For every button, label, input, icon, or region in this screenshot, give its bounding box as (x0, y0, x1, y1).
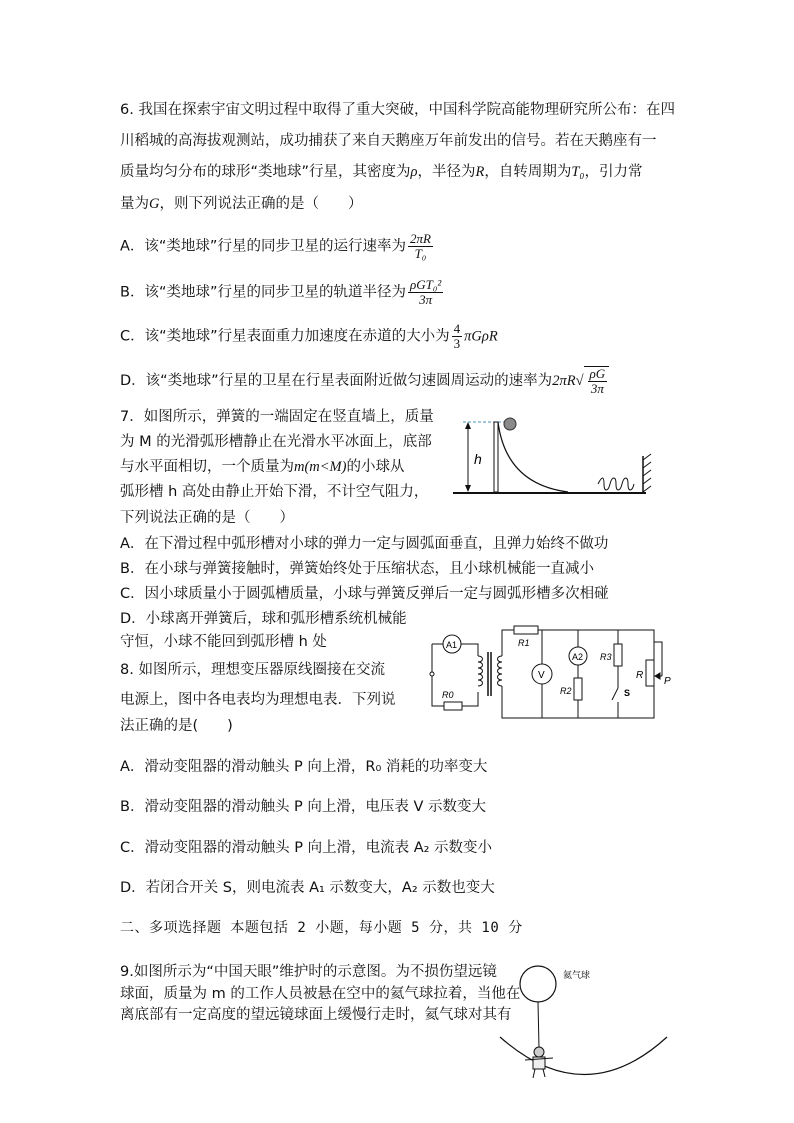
q7-option-b: B．在小球与弹簧接触时，弹簧始终处于压缩状态，且小球机械能一直减小 (120, 561, 594, 577)
q6-option-d (120, 366, 609, 396)
label-r2: R2 (560, 686, 572, 696)
fraction (588, 367, 608, 396)
q6-text: ，自转周期为 (484, 164, 572, 180)
arrow-down-icon (465, 485, 471, 492)
fraction-numerator: 4 (453, 321, 461, 336)
balloon-label: 氦气球 (563, 970, 591, 980)
tether-rope (538, 1002, 539, 1048)
q7-option-d-line-2: 守恒，小球不能回到弧形槽 h 处 (120, 634, 327, 650)
q6-text: ，引力常 (584, 164, 643, 180)
q6-line-4 (120, 194, 362, 214)
q6-option-a (120, 232, 435, 261)
q9-line-2: 球面，质量为 m 的工作人员被悬在空中的氦气球拉着，当他在 (120, 986, 521, 1002)
primary-coil (478, 656, 483, 686)
option-text: B．该“类地球”行星的同步卫星的轨道半径为 (120, 284, 406, 301)
q8-circuit-figure (422, 622, 674, 722)
resistor-r2 (574, 678, 582, 700)
q8-option-d: D．若闭合开关 S，则电流表 A₁ 示数变大，A₂ 示数也变大 (120, 880, 495, 896)
fraction-numerator: 2πR (409, 231, 431, 246)
q8-option-b: B．滑动变阻器的滑动触头 P 向上滑，电压表 V 示数变大 (120, 799, 487, 815)
q8-option-a: A．滑动变阻器的滑动触头 P 向上滑，R₀ 消耗的功率变大 (120, 759, 488, 775)
q7-option-c: C．因小球质量小于圆弧槽质量，小球与弹簧反弹后一定与圆弧形槽多次相碰 (120, 586, 609, 602)
q6-text: 量为 (120, 196, 149, 212)
square-root: √ $\frac{\rho G}{3\pi}$ (576, 366, 610, 396)
resistor-r1 (514, 626, 538, 634)
label-v: V (538, 670, 545, 681)
q7-line-5: 下列说法正确的是（ ） (120, 510, 294, 526)
q9-figure (495, 962, 675, 1092)
q8-line-2: 电源上，图中各电表均为理想电表．下列说 (120, 692, 396, 708)
fraction-numerator: ρGT₀² (409, 277, 442, 292)
q8-option-c: C．滑动变阻器的滑动触头 P 向上滑，电流表 A₂ 示数变小 (120, 840, 493, 856)
q7-text: 的小球从 (346, 459, 405, 475)
label-a1: A1 (446, 640, 458, 650)
option-text: C．该“类地球”行星表面重力加速度在赤道的大小为 (120, 328, 450, 345)
fraction-numerator: ρG (589, 366, 606, 382)
q7-line-1: 7．如图所示，弹簧的一端固定在竖直墙上，质量 (120, 409, 434, 425)
rheostat-r (646, 660, 654, 686)
q6-option-b (120, 278, 445, 307)
label-r: R (636, 670, 644, 681)
q7-line-2: 为 M 的光滑弧形槽静止在光滑水平冰面上，底部 (120, 434, 432, 450)
mass-expression: m(m<M) (294, 459, 347, 475)
arrow-up-icon (465, 422, 471, 429)
label-r0: R0 (442, 690, 454, 700)
q7-text: 与水平面相切，一个质量为 (120, 459, 294, 475)
arc-groove (498, 422, 568, 492)
q6-line-1: 6. 我国在探索宇宙文明过程中取得了重大突破，中国科学院高能物理研究所公布：在四 (120, 102, 675, 118)
q6-text: ，半径为 (417, 164, 476, 180)
balloon (520, 966, 556, 1002)
section-heading: 二、多项选择题 本题包括 2 小题，每小题 5 分，共 10 分 (120, 920, 523, 936)
q8-line-1: 8. 如图所示，理想变压器原线圈接在交流 (120, 662, 385, 678)
fraction-denominator: T₀ (414, 246, 427, 261)
q7-option-d-line-1: D．小球离开弹簧后，球和弧形槽系统机械能 (120, 611, 407, 627)
q6-line-2: 川稻城的高海拔观测站，成功捕获了来自天鹅座万年前发出的信号。若在天鹅座有一 (120, 133, 657, 149)
fraction (408, 232, 433, 261)
label-r3: R3 (600, 652, 612, 662)
slider-p-arrow (655, 673, 660, 679)
secondary-coil (498, 656, 503, 686)
resistor-r3 (614, 644, 622, 666)
fraction (408, 278, 443, 307)
fraction-denominator: 3 (453, 336, 461, 351)
label-r1: R1 (518, 638, 530, 648)
q7-line-4: 弧形槽 h 高处由静止开始下滑，不计空气阻力， (120, 484, 429, 500)
label-s: S (624, 688, 631, 698)
q9-line-3: 离底部有一定高度的望远镜球面上缓慢行走时，氦气球对其有 (120, 1007, 512, 1023)
worker-icon (525, 1047, 553, 1078)
gravity-constant-symbol: G (149, 196, 160, 212)
fraction (452, 322, 463, 351)
radius-symbol: R (475, 164, 485, 180)
formula-tail: πGρR (464, 328, 498, 345)
height-label: h (474, 451, 482, 467)
groove-wall (494, 422, 498, 492)
fraction-denominator: 3π (419, 292, 433, 307)
q7-option-a: A．在下滑过程中弧形槽对小球的弹力一定与圆弧面垂直，且弹力始终不做功 (120, 536, 609, 552)
option-text: D．该“类地球”行星的卫星在行星表面附近做匀速圆周运动的速率为 (120, 373, 553, 390)
rho-symbol: ρ (410, 164, 418, 180)
q6-line-3 (120, 162, 642, 182)
q6-option-c (120, 322, 498, 351)
terminal (430, 672, 434, 676)
fraction-denominator: 3π (590, 381, 604, 397)
q6-text: ，则下列说法正确的是（ ） (159, 196, 363, 212)
period-symbol: T₀ (571, 164, 585, 180)
q7-line-3 (120, 457, 404, 477)
q9-line-1: 9.如图所示为“中国天眼”维护时的示意图。为不损伤望远镜 (120, 964, 497, 980)
telescope-surface (500, 1037, 667, 1075)
label-p: P (664, 676, 671, 687)
option-text: A．该“类地球”行星的同步卫星的运行速率为 (120, 238, 406, 255)
ball (504, 418, 516, 430)
spring (598, 478, 634, 490)
q8-line-3: 法正确的是( ) (120, 718, 233, 734)
q7-figure (448, 412, 658, 504)
resistor-r0 (444, 702, 462, 710)
formula-prefix: 2πR (552, 373, 576, 390)
label-a2: A2 (572, 652, 584, 662)
q6-text: 质量均匀分布的球形“类地球”行星，其密度为 (120, 164, 411, 180)
wall-hatching (643, 454, 651, 492)
